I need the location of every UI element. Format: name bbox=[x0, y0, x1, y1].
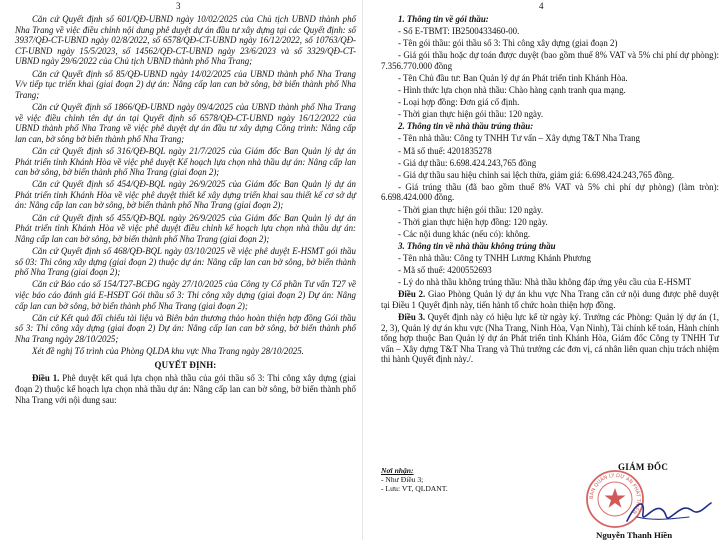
winner-info-line: - Mã số thuế: 4201835278 bbox=[398, 145, 492, 156]
package-info-line: - Hình thức lựa chọn nhà thầu: Chào hàng cạnh tranh qua mạng. bbox=[398, 85, 626, 96]
legal-basis-paragraph: Xét đề nghị Tổ trình của Phòng QLDA khu vực Nha Trang ngày 28/10/2025. bbox=[32, 346, 304, 357]
page-number: 3 bbox=[176, 1, 181, 11]
section-1-title: 1. Thông tin về gói thầu: bbox=[398, 14, 489, 24]
signer-block bbox=[585, 457, 725, 540]
winner-info-line: - Các nội dung khác (nếu có): không. bbox=[398, 228, 531, 239]
article-3 bbox=[381, 312, 719, 365]
package-info-line: - Giá gói thầu hoặc dự toán được duyệt (bao gồm thuế 8% VAT và 5% chi phí dự phòng): 7.356.770.000 đồng bbox=[381, 50, 719, 71]
winner-info-line: - Thời gian thực hiện gói thầu: 120 ngày. bbox=[398, 204, 544, 215]
article-1-text: Phê duyệt kết quả lựa chọn nhà thầu của gói thầu số 3: Thi công xây dựng (giai đoạn 2) thuộc kế hoạch lựa chọn nhà thầu dự án: Nâng cấp lan can bờ sông, bờ biển thành phố Nha Trang với nội dung sau: bbox=[15, 373, 356, 405]
legal-basis-paragraph: Căn cứ Quyết định số 85/QĐ-UBND ngày 14/02/2025 của UBND thành phố Nha Trang V/v tiếp tục triển khai (giai đoạn 2) dự án: Nâng cấp lan can bờ sông, bờ biển thành phố Nha Trang; bbox=[15, 68, 356, 100]
svg-text:BAN QUẢN LÝ DỰ ÁN PHÁT TRIỂN: BAN QUẢN LÝ DỰ ÁN PHÁT TRIỂN bbox=[588, 472, 642, 515]
legal-basis-paragraph: Căn cứ Quyết định số 454/QĐ-BQL ngày 26/9/2025 của Giám đốc Ban Quản lý dự án Phát triển tỉnh Khánh Hòa về việc phê duyệt thiết kế xây dựng triển khai sau thiết kế cơ sở dự án: Nâng cấp lan can bờ sông, bờ biển thành phố Nha Trang (giai đoạn 2); bbox=[15, 179, 356, 211]
signer-title: GIÁM ĐỐC bbox=[618, 462, 669, 472]
legal-basis-paragraph: Căn cứ Quyết định số 316/QĐ-BQL ngày 21/7/2025 của Giám đốc Ban Quản lý dự án Phát triển tỉnh Khánh Hòa về việc phê duyệt Kế hoạch lựa chọn nhà thầu dự án: Nâng cấp lan can bờ sông, bờ biển thành phố Nha Trang (giai đoạn 2); bbox=[15, 145, 356, 178]
legal-basis-paragraph: Căn cứ Quyết định số 468/QĐ-BQL ngày 03/10/2025 về việc phê duyệt E-HSMT gói thầu số 03: Thi công xây dựng (giai đoạn 2) thuộc dự án: Nâng cấp lan can bờ sông, bờ biển thành phố Nha Trang (giai đoạn 2); bbox=[15, 246, 356, 278]
article-2 bbox=[381, 289, 719, 310]
page-number: 4 bbox=[539, 1, 544, 11]
decision-heading: QUYẾT ĐỊNH: bbox=[154, 359, 217, 370]
article-3-label: Điều 3. bbox=[398, 311, 426, 322]
article-1-label: Điều 1. bbox=[32, 373, 60, 384]
package-info-line: - Tên gói thầu: gói thầu số 3: Thi công xây dựng (giai đoạn 2) bbox=[398, 38, 618, 49]
winner-info-line: - Tên nhà thầu: Công ty TNHH Tư vấn – Xây dựng T&T Nha Trang bbox=[398, 133, 640, 144]
legal-basis-paragraph: Căn cứ Quyết định số 1866/QĐ-UBND ngày 09/4/2025 của UBND thành phố Nha Trang về việc điều chỉnh tên dự án tại Quyết định số 6578/QĐ-CT-UBND ngày 16/12/2022 của UBND thành phố Nha Trang về việc phê duyệt dự án đầu tư xây dựng Công trình: Nâng cấp lan can, bờ sông bờ biển thành phố Nha Trang; bbox=[15, 101, 356, 144]
signer-name: Nguyễn Thanh Hiền bbox=[596, 530, 673, 540]
page-4-body bbox=[381, 14, 719, 367]
page-3-body bbox=[15, 14, 356, 407]
section-3-title: 3. Thông tin về nhà thầu không trúng thầu bbox=[398, 240, 556, 251]
loser-info-line: - Tên nhà thầu: Công ty TNHH Lương Khánh Phương bbox=[398, 252, 591, 263]
section-2-title: 2. Thông tin về nhà thầu trúng thầu: bbox=[398, 121, 534, 132]
article-2-text: Giao Phòng Quản lý dự án khu vực Nha Trang căn cứ nội dung được phê duyệt tại Điều 1 Quyết định này, tiến hành tổ chức hoàn thiện hợp đồng. bbox=[381, 289, 719, 310]
winner-info-line: - Giá trúng thầu (đã bao gồm thuế 8% VAT và 5% chi phí dự phòng) (làm tròn): 6.698.424.000 đồng. bbox=[381, 181, 719, 203]
signature-area bbox=[363, 457, 727, 540]
package-info-line: - Thời gian thực hiện gói thầu: 120 ngày. bbox=[398, 109, 544, 120]
loser-info-line: - Mã số thuế: 4200552693 bbox=[398, 264, 492, 275]
winner-info-line: - Giá dự thầu sau hiệu chỉnh sai lệch thừa, giảm giá: 6.698.424.243,765 đồng. bbox=[398, 169, 675, 180]
legal-basis-paragraph: Căn cứ Báo cáo số 154/T27-BCĐG ngày 27/10/2025 của Công ty Cổ phần Tư vấn T27 về việc báo cáo đánh giá E-HSĐT Gói thầu số 3: Thi công xây dựng (giai đoạn 2) Dự án: Nâng cấp lan can bờ sông, bờ biển thành phố Nha Trang (giai đoạn 2); bbox=[15, 279, 356, 311]
recipient-line: - Như Điều 3; bbox=[381, 475, 424, 484]
article-2-label: Điều 2. bbox=[398, 289, 426, 300]
winner-info-line: - Thời gian thực hiện hợp đồng: 120 ngày. bbox=[398, 216, 548, 227]
legal-basis-paragraph: Căn cứ Kết quả đối chiếu tài liệu và Biên bản thương thảo hoàn thiện hợp đồng Gói thầu số 3: Thi công xây dựng (giai đoạn 2) Dự án: Nâng cấp lan can bờ sông, bờ biển thành phố Nha Trang ngày 28/10/2025; bbox=[15, 312, 356, 344]
recipients-block bbox=[381, 466, 448, 493]
recipients-label: Nơi nhận: bbox=[381, 466, 414, 475]
package-info-line: - Số E-TBMT: IB2500433460-00. bbox=[398, 26, 520, 37]
winner-info-line: - Giá dự thầu: 6.698.424.243,765 đồng bbox=[398, 157, 537, 168]
article-1 bbox=[15, 373, 356, 405]
package-info-line: - Loại hợp đồng: Đơn giá cố định. bbox=[398, 97, 520, 108]
page-3 bbox=[0, 0, 363, 540]
legal-basis-paragraph: Căn cứ Quyết định số 601/QĐ-UBND ngày 10/02/2025 của Chủ tịch UBND thành phố Nha Trang về việc điều chỉnh nội dung phê duyệt dự án đầu tư xây dựng tại các Quyết định: số 3937/QĐ-CT-UBND ngày 02/8/2022, số 6578/QĐ-CT-UBND ngày 16/12/2022, số 10763/QĐ-CT-UBND ngày 15/5/2023, số 14562/QĐ-CT-UBND ngày 23/6/2023 và số 3329/QĐ-CT-UBND ngày 29/6/2022 của Chủ tịch UBND thành phố Nha Trang; bbox=[15, 14, 356, 67]
loser-info-line: - Lý do nhà thầu không trúng thầu: Nhà thầu không đáp ứng yêu cầu của E-HSMT bbox=[398, 277, 692, 288]
recipient-line: - Lưu: VT, QLDANT. bbox=[381, 484, 448, 493]
handwritten-signature-icon bbox=[623, 495, 713, 529]
package-info-line: - Tên Chủ đầu tư: Ban Quản lý dự án Phát triển tỉnh Khánh Hòa. bbox=[398, 72, 628, 83]
legal-basis-paragraph: Căn cứ Quyết định số 455/QĐ-BQL ngày 26/9/2025 của Giám đốc Ban Quản lý dự án Phát triển tỉnh Khánh Hòa về việc phê duyệt điều chỉnh kế hoạch lựa chọn nhà thầu dự án: Nâng cấp lan can bờ sông, bờ biển thành phố Nha Trang (giai đoạn 2); bbox=[15, 212, 356, 244]
article-3-text: Quyết định này có hiệu lực kể từ ngày ký. Trưởng các Phòng: Quản lý dự án (1, 2, 3), Quản lý dự án khu vực (Nha Trang, Ninh Hòa, Vạn Ninh), Tài chính kế toán, Hành chính tổng hợp thuộc Ban Quản lý dự án Phát triển tỉnh Khánh Hòa, Giám đốc Công ty TNHH Tư vấn – Xây dựng T&T Nha Trang và Thủ trưởng các đơn vị, cá nhân liên quan chịu trách nhiệm thi hành Quyết định này./. bbox=[381, 311, 720, 365]
page-4 bbox=[363, 0, 727, 540]
